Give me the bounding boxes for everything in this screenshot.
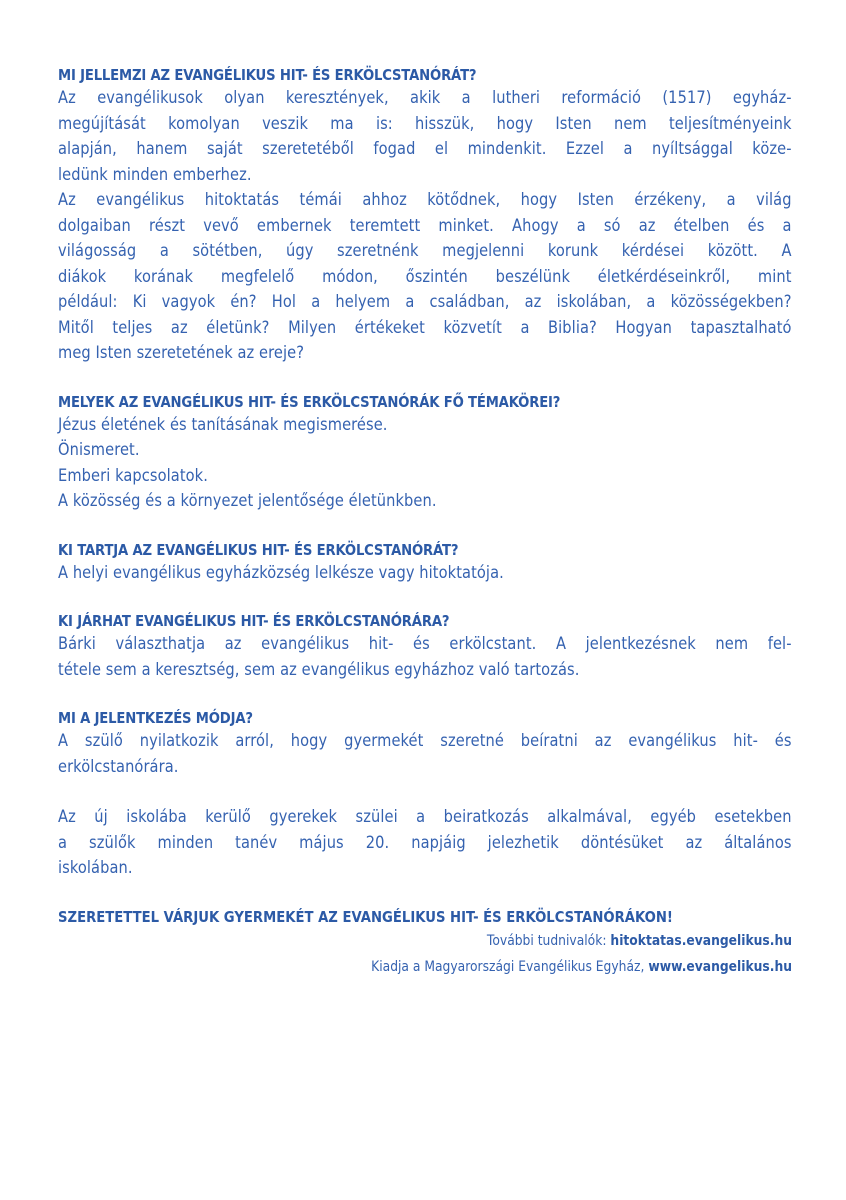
section-topics — [58, 391, 792, 515]
text-line: Mitől teljes az életünk? Milyen értékeket közvetít a Biblia? Hogyan tapasztalható — [58, 317, 792, 338]
publisher-link[interactable]: www.evangelikus.hu — [648, 958, 792, 975]
section-heading: MI JELLEMZI AZ EVANGÉLIKUS HIT- ÉS ERKÖLCSTANÓRÁT? — [58, 66, 477, 84]
text-line: ledünk minden emberhez. — [58, 164, 252, 185]
info-label: További tudnivalók: — [486, 932, 611, 949]
section-body — [58, 632, 792, 683]
text-line: A helyi evangélikus egyházközség lelkésze vagy hitoktatója. — [58, 562, 504, 583]
section-body — [58, 729, 792, 780]
section-enrollment — [58, 707, 792, 882]
list-item: A közösség és a környezet jelentősége életünkben. — [58, 491, 437, 511]
section-heading: KI TARTJA AZ EVANGÉLIKUS HIT- ÉS ERKÖLCSTANÓRÁT? — [58, 540, 459, 559]
text-line: iskolában. — [58, 858, 133, 878]
text-line: meg Isten szeretetének az ereje? — [58, 343, 305, 363]
text-line: megújítását komolyan veszik ma is: hisszük, hogy Isten nem teljesítményeink — [58, 113, 792, 134]
text-line: alapján, hanem saját szeretetéből fogad el mindenkit. Ezzel a nyíltsággal köze- — [58, 139, 792, 159]
section-characteristics — [58, 64, 792, 367]
text-line: Az új iskolába kerülő gyerekek szülei a beiratkozás alkalmával, egyéb esetekben — [58, 807, 792, 827]
text-line: a szülők minden tanév május 20. napjáig jelezhetik döntésüket az általános — [58, 832, 792, 853]
info-link[interactable]: hitoktatas.evangelikus.hu — [610, 932, 792, 949]
publisher-label: Kiadja a Magyarországi Evangélikus Egyház, — [371, 958, 649, 975]
text-line: Az evangélikusok olyan keresztények, akik a lutheri reformáció (1517) egyház- — [58, 88, 792, 108]
publisher-line — [146, 954, 792, 980]
list-item: Emberi kapcsolatok. — [58, 465, 208, 486]
section-heading: MELYEK AZ EVANGÉLIKUS HIT- ÉS ERKÖLCSTANÓRÁK FŐ TÉMAKÖREI? — [58, 392, 561, 411]
closing-message: SZERETETTEL VÁRJUK GYERMEKÉT AZ EVANGÉLIKUS HIT- ÉS ERKÖLCSTANÓRÁKON! — [58, 907, 673, 926]
list-item: Önismeret. — [58, 440, 140, 460]
footer — [58, 906, 792, 980]
text-line: A szülő nyilatkozik arról, hogy gyermekét szeretné beíratni az evangélikus hit- és — [58, 731, 792, 751]
topics-list — [58, 413, 792, 515]
section-body — [58, 86, 792, 367]
section-body — [58, 561, 792, 587]
text-line: például: Ki vagyok én? Hol a helyem a családban, az iskolában, a közösségekben? — [58, 292, 792, 312]
section-heading: MI A JELENTKEZÉS MÓDJA? — [58, 709, 253, 727]
text-line: Az evangélikus hitoktatás témái ahhoz kötődnek, hogy Isten érzékeny, a világ — [58, 190, 792, 210]
section-eligibility — [58, 610, 792, 683]
text-line: diákok korának megfelelő módon, őszintén beszélünk életkérdéseinkről, mint — [58, 266, 792, 287]
section-heading: KI JÁRHAT EVANGÉLIKUS HIT- ÉS ERKÖLCSTANÓRÁRA? — [58, 612, 450, 630]
info-line — [146, 928, 792, 954]
text-line: Bárki választhatja az evangélikus hit- és erkölcstant. A jelentkezésnek nem fel- — [58, 634, 792, 654]
text-line: világosság a sötétben, úgy szeretnénk megjelenni korunk kérdései között. A — [58, 241, 792, 261]
document-page — [58, 64, 792, 980]
text-line: tétele sem a keresztség, sem az evangélikus egyházhoz való tartozás. — [58, 659, 580, 680]
text-line: erkölcstanórára. — [58, 756, 179, 777]
list-item: Jézus életének és tanításának megismerése. — [58, 414, 388, 435]
text-line: dolgaiban részt vevő embernek teremtett minket. Ahogy a só az ételben és a — [58, 215, 792, 236]
section-body-extra — [58, 805, 792, 882]
section-teacher — [58, 539, 792, 587]
